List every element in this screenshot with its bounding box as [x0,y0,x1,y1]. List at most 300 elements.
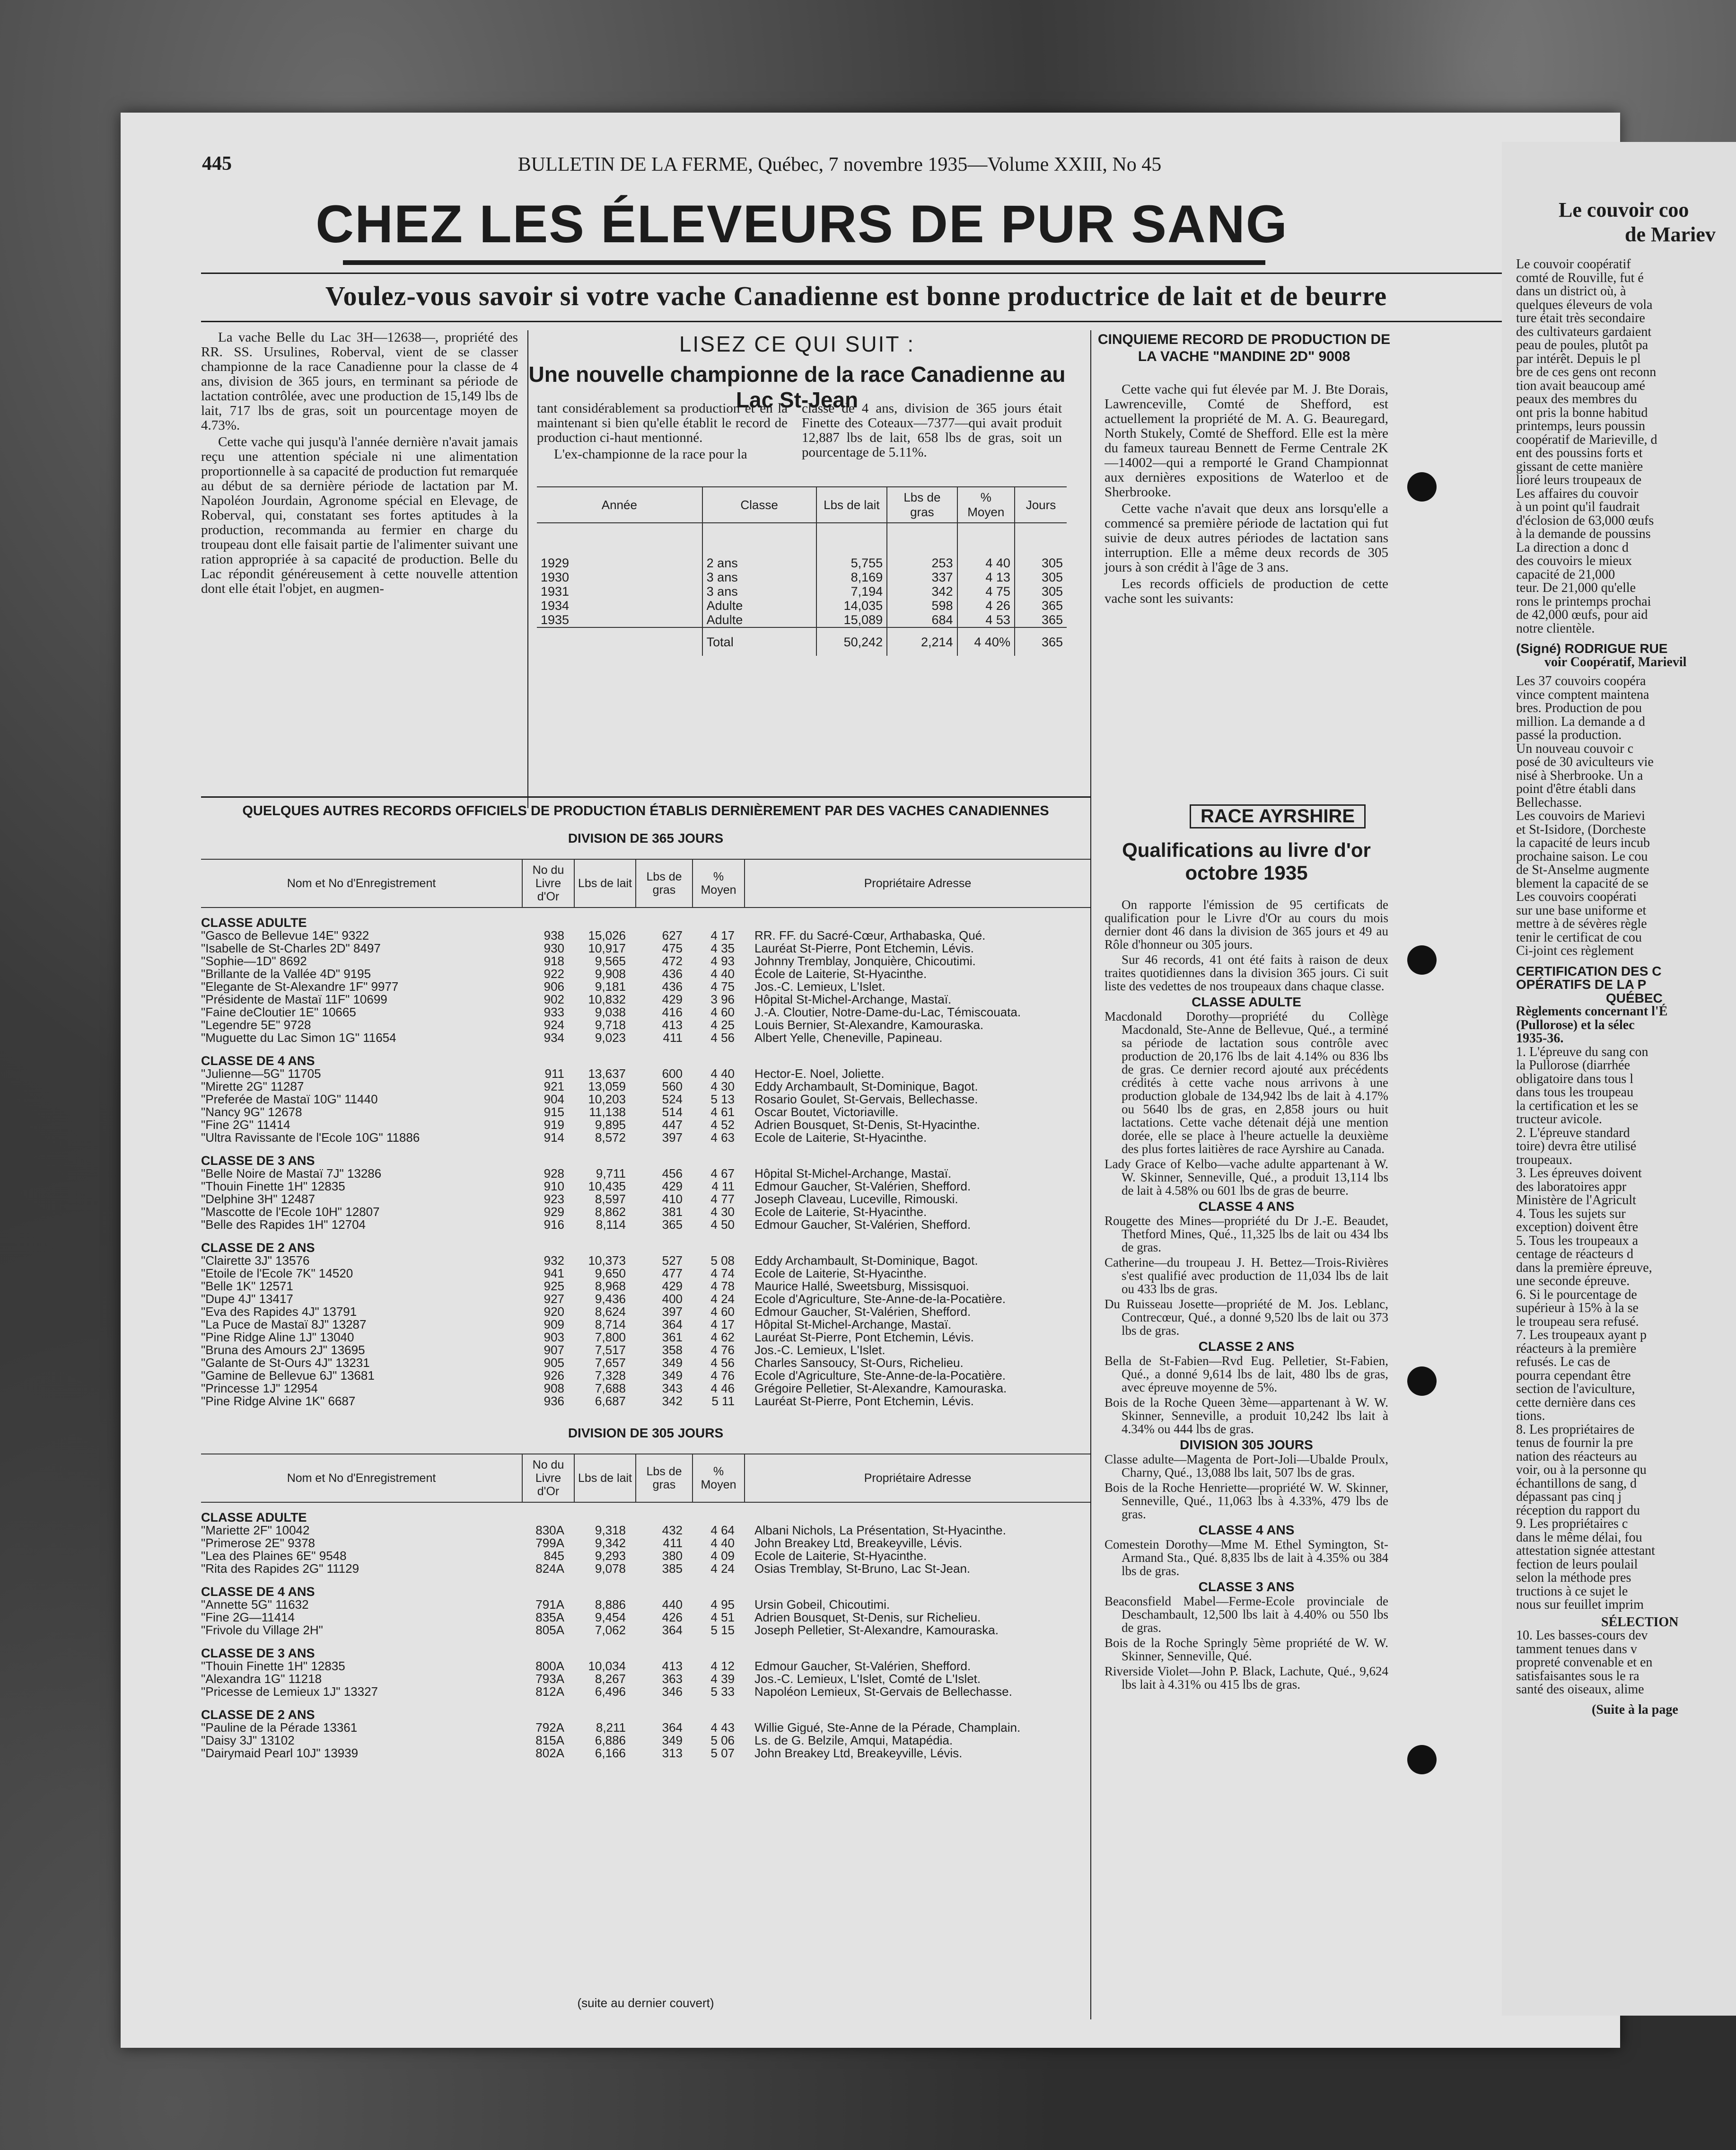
record-cell: 4 95 [710,1598,735,1611]
ayrshire-entry: Catherine—du troupeau J. H. Bettez—Trois-Rivières s'est qualifié avec production de 11,034 lbs de lait ou 433 lbs de gras. [1105,1255,1388,1296]
record-cell: 9,718 [595,1019,626,1031]
record-cell: "Ultra Ravissante de l'Ecole 10G" 11886 [201,1131,420,1144]
record-cell: 313 [662,1747,683,1760]
record-cell: 5 11 [711,1395,735,1408]
subheadline: Voulez-vous savoir si votre vache Canadienne est bonne productrice de lait et de beurre [325,281,1387,311]
record-cell: 8,714 [595,1318,626,1331]
next-line: nation des réacteurs au [1516,1449,1637,1464]
record-cell: 413 [662,1660,683,1673]
table-cell: 8,169 [816,570,887,584]
record-row [201,1006,1090,1019]
binder-hole [1407,472,1437,502]
record-cell: 6,166 [595,1747,626,1760]
table-cell: 342 [887,584,957,599]
paragraph: On rapporte l'émission de 95 certificats de qualification pour le Livre d'Or au cours du mois dernier dont 46 dans la division de 365 jours et 49 au Rôle d'honneur ou 305 jours. [1105,898,1388,952]
table-cell: 365 [1041,613,1063,627]
record-row [201,1293,1090,1305]
table-cell: 337 [887,570,957,584]
next-line: exception) doivent être [1516,1220,1639,1234]
next-line: et St-Isidore, (Dorcheste [1516,822,1646,837]
record-cell: 364 [662,1624,683,1637]
class-heading: CLASSE DE 4 ANS [201,1585,315,1599]
record-cell: 9,650 [595,1267,626,1280]
record-cell: 920 [544,1305,564,1318]
record-cell: 7,688 [595,1382,626,1395]
record-cell: "Julienne—5G" 11705 [201,1067,321,1080]
record-cell: 4 12 [710,1660,735,1673]
record-row [201,1673,1090,1685]
record-cell: Eddy Archambault, St-Dominique, Bagot. [754,1080,978,1093]
table-cell: 4 40% [957,627,1015,656]
next-line: peau de poules, plutôt pa [1516,338,1648,352]
table-cell: 4 53 [957,613,1015,627]
table-cell [702,523,816,556]
record-cell: 385 [662,1562,683,1575]
col-moyen: % Moyen [957,487,1015,523]
record-cell: 916 [544,1218,564,1231]
record-cell: 349 [662,1357,683,1369]
record-cell: 13,059 [588,1080,626,1093]
record-cell: 799A [535,1537,564,1550]
record-cell: 932 [544,1254,564,1267]
class-heading: CLASSE ADULTE [201,1510,307,1524]
record-cell: 918 [544,955,564,968]
record-cell: "Mascotte de l'Ecole 10H" 12807 [201,1206,380,1218]
col-jours: Jours [1026,497,1056,512]
record-cell: "Thouin Finette 1H" 12835 [201,1180,345,1193]
record-cell: 921 [544,1080,564,1093]
table-cell: 1930 [537,570,702,584]
lisez-col1 [537,401,788,464]
record-cell: 4 67 [710,1167,735,1180]
next-line: toire) devra être utilisé [1516,1139,1637,1154]
class-heading: CLASSE DE 2 ANS [201,1241,315,1255]
next-heading: QUÉBEC [1606,990,1663,1005]
record-cell: 835A [535,1611,564,1624]
next-line: par intérêt. Depuis le pl [1516,351,1641,366]
next-heading: Règlements concernant l'É [1516,1004,1668,1019]
record-cell: 9,711 [596,1167,626,1180]
next-line: dépassant pas cinq j [1516,1489,1622,1504]
record-cell: 15,026 [588,929,626,942]
column-header: No du Livre d'Or [523,1454,575,1502]
record-cell: 791A [535,1598,564,1611]
record-cell: Hôpital St-Michel-Archange, Mastaï. [754,993,952,1006]
table-spacer [537,523,1067,556]
record-cell: "Princesse 1J" 12954 [201,1382,318,1395]
paragraph: Cette vache qui fut élevée par M. J. Bte Dorais, Lawrenceville, Comté de Shefford, est actuellement la propriété de M. A. G. Beauregard, North Stukely, Comté de Shefford. Elle est la mère du fameux taureau Bennett de Ferme Centrale 2K—14002—qui a remporté le Grand Championnat aux dernières expositions de Waterloo et de Sherbrooke. [1105,382,1388,500]
record-cell: 475 [662,942,683,955]
headline: CHEZ LES ÉLEVEURS DE PUR SANG [316,194,1288,254]
record-cell: Edmour Gaucher, St-Valérien, Shefford. [754,1180,971,1193]
table-cell [537,523,702,556]
ayrshire-entry: Beaconsfield Mabel—Ferme-Ecole provinciale de Deschambault, 12,500 lbs lait à 4.40% ou 550 lbs de gras. [1105,1594,1388,1635]
record-cell: 4 75 [710,980,735,993]
record-cell: 397 [662,1131,683,1144]
next-line: sur une base uniforme et [1516,903,1647,918]
next-line: obligatoire dans tous l [1516,1071,1634,1086]
record-cell: "Preferée de Mastaï 10G" 11440 [201,1093,378,1106]
next-line: satisfaisantes sous le ra [1516,1668,1640,1683]
record-cell: 426 [662,1611,683,1624]
record-cell: 936 [544,1395,564,1408]
table-cell: 1931 [537,584,702,599]
record-cell: "Alexandra 1G" 11218 [201,1673,322,1685]
record-row [201,1685,1090,1698]
next-line: Les affaires du couvoir [1516,486,1639,501]
next-line: tions. [1516,1409,1545,1423]
page-number: 445 [202,153,232,175]
next-line: une seconde épreuve. [1516,1274,1630,1288]
next-line: printemps, leurs poussin [1516,419,1645,433]
next-line: million. La demande a d [1516,714,1645,729]
next-line: blement la capacité de se [1516,876,1648,891]
lisez-title: Une nouvelle championne de la race Canadienne au Lac St-Jean [528,362,1066,412]
next-line: 6. Si le pourcentage de [1516,1287,1637,1302]
record-row [201,1660,1090,1673]
next-line: Les couvoirs de Marievi [1516,809,1645,823]
next-signature: (Signé) RODRIGUE RUE [1516,641,1668,656]
ayrshire-entry: Comestein Dorothy—Mme M. Ethel Symington, St-Armand Sta., Qué. 8,835 lbs de lait à 4.35% ou 384 lbs de gras. [1105,1537,1388,1578]
next-line: à la demande de poussins [1516,527,1651,541]
record-row [201,1369,1090,1382]
record-cell: 400 [662,1293,683,1305]
record-cell: 9,038 [595,1006,626,1019]
next-line: Ci-joint ces règlement [1516,943,1634,958]
record-cell: "Nancy 9G" 12678 [201,1106,302,1119]
ayrshire-entry: Bois de la Roche Henriette—propriété W. W. Skinner, Senneville, Qué., 11,063 lbs à 4.33%, 479 lbs de gras. [1105,1480,1388,1521]
next-line: dans le même délai, fou [1516,1530,1642,1545]
paragraph: Les records officiels de production de cette vache sont les suivants: [1105,576,1388,606]
record-cell: 4 17 [710,1318,735,1331]
next-line: le troupeau sera refusé. [1516,1314,1639,1329]
next-line: lioré leurs troupeaux de [1516,473,1642,487]
class-heading: CLASSE DE 2 ANS [201,1708,315,1722]
next-line: d'éclosion de 63,000 œufs [1516,513,1654,528]
record-cell: 10,832 [588,993,626,1006]
record-cell: Oscar Boutet, Victoriaville. [754,1106,899,1119]
next-line: tion avait beaucoup amé [1516,378,1645,393]
table-cell: Adulte [702,613,816,627]
record-cell: 4 24 [710,1562,735,1575]
next-line: quelques éleveurs de vola [1516,297,1653,312]
record-row [201,1119,1090,1131]
table-cell: 7,194 [816,584,887,599]
record-cell: 364 [662,1721,683,1734]
record-cell: 4 39 [710,1673,735,1685]
headline-rule [343,260,1265,265]
record-cell: "Legendre 5E" 9728 [201,1019,311,1031]
paragraph: Sur 46 records, 41 ont été faits à raison de deux traites quotidiennes dans la division 365 jours. Ci suit liste des vedettes de nos troupeaux dans chaque classe. [1105,952,1388,993]
record-row [201,1180,1090,1193]
record-cell: 4 63 [710,1131,735,1144]
next-line: tenus de fournir la pre [1516,1436,1633,1450]
next-line: troupeaux. [1516,1152,1572,1167]
record-cell: 363 [662,1673,683,1685]
record-cell: 928 [544,1167,564,1180]
record-cell: "Pricesse de Lemieux 1J" 13327 [201,1685,378,1698]
record-cell: 429 [662,1180,683,1193]
next-continued: (Suite à la page [1592,1702,1678,1717]
record-cell: 429 [662,1280,683,1293]
record-row [201,1747,1090,1760]
record-cell: 824A [535,1562,564,1575]
column-rule [1090,808,1091,2019]
next-line: 5. Tous les troupeaux a [1516,1233,1639,1248]
record-row [201,1067,1090,1080]
division-title: DIVISION DE 365 JOURS [568,831,724,846]
table-cell: 4 26 [957,599,1015,613]
record-cell: Joseph Claveau, Luceville, Rimouski. [754,1193,958,1206]
col-lait: Lbs de lait [816,487,887,523]
record-row [201,1031,1090,1044]
record-cell: 429 [662,993,683,1006]
col-annee: Année [537,487,702,523]
next-line: vince comptent maintena [1516,687,1649,702]
next-line: échantillons de sang, d [1516,1476,1637,1491]
record-row [201,1550,1090,1562]
record-cell: 4 11 [711,1180,735,1193]
record-cell: 925 [544,1280,564,1293]
ayrshire-entry: Lady Grace of Kelbo—vache adulte appartenant à W. W. Skinner, Senneville, Qué., a produit 13,114 lbs de lait à 4.58% ou 601 lbs de gras de beurre. [1105,1157,1388,1198]
record-row [201,1019,1090,1031]
record-row [201,980,1090,993]
class-heading: CLASSE DE 3 ANS [201,1646,315,1660]
record-cell: "Lea des Plaines 6E" 9548 [201,1550,347,1562]
record-cell: 4 64 [710,1524,735,1537]
next-line: de 42,000 œufs, pour aid [1516,608,1648,622]
column-header: Lbs de lait [575,860,636,907]
record-cell: 929 [544,1206,564,1218]
record-cell: 4 76 [710,1369,735,1382]
column-header: Propriétaire Adresse [864,877,972,890]
record-cell: 7,328 [595,1369,626,1382]
next-line: posé de 30 aviculteurs vie [1516,755,1654,769]
record-cell: 627 [662,929,683,942]
binder-hole [1407,1366,1437,1396]
record-cell: "Isabelle de St-Charles 2D" 8497 [201,942,381,955]
table-cell: 305 [1041,556,1063,570]
next-line: la capacité de leurs incub [1516,836,1650,850]
next-line: tructeur avicole. [1516,1112,1602,1127]
sub-rule [201,321,1511,322]
next-line: bres. Production de pou [1516,701,1642,715]
record-cell: 4 46 [710,1382,735,1395]
records-footer: (suite au dernier couvert) [577,1996,714,2010]
next-line: coopératif de Marieville, d [1516,432,1657,447]
record-cell: 5 15 [710,1624,735,1637]
next-line: à un point qu'il faudrait [1516,500,1640,514]
mandine-title: CINQUIEME RECORD DE PRODUCTION DE LA VACHE "MANDINE 2D" 9008 [1097,332,1391,364]
record-row [201,1218,1090,1231]
next-line: des couvoirs le mieux [1516,554,1632,568]
column-rule [1090,330,1091,808]
next-line: mettre à de sévères règle [1516,916,1647,931]
record-cell: Ecole de Laiterie, St-Hyacinthe. [754,1131,927,1144]
record-cell: 8,267 [595,1673,626,1685]
next-line: 7. Les troupeaux ayant p [1516,1328,1647,1342]
ayrshire-entry: Macdonald Dorothy—propriété du Collège Macdonald, Ste-Anne de Bellevue, Qué., a terminé sa période de lactation sous contrôle avec production de 20,176 lbs de lait 4.14% ou 836 lbs de gras. Ce dernier record ajouté aux précédents crédités à cette vache nous arrivons à une production globale de 134,942 lbs de lait à 4.17% ou 5640 lbs de gras, en 2,858 jours ou huit lactations. Cette vache détenait déjà une mention dorée, elle se place à l'heure actuelle la deuxième des plus fortes laitières de race Ayrshire au Canada. [1105,1009,1388,1156]
record-cell: Napoléon Lemieux, St-Gervais de Bellechasse. [754,1685,1012,1698]
table-cell: 15,089 [816,613,887,627]
next-line: selon la méthode pres [1516,1570,1631,1585]
next-line: Ministère de l'Agricult [1516,1193,1636,1207]
next-line: 4. Tous les sujets sur [1516,1206,1626,1221]
record-cell: 472 [662,955,683,968]
next-line: voir, ou à la personne qu [1516,1463,1647,1477]
lisez-col2 [802,401,1062,462]
record-cell: 908 [544,1382,564,1395]
record-cell: 802A [535,1747,564,1760]
record-cell: Ls. de G. Belzile, Amqui, Matapédia. [754,1734,953,1747]
table-cell: 4 40 [957,556,1015,570]
record-cell: J.-A. Cloutier, Notre-Dame-du-Lac, Témiscouata. [754,1006,1021,1019]
table-cell: 365 [1041,634,1063,649]
record-cell: 4 17 [710,929,735,942]
record-cell: "Frivole du Village 2H" [201,1624,323,1637]
record-cell: 793A [535,1673,564,1685]
record-cell: 436 [662,980,683,993]
records-column-headers [201,859,1090,908]
record-row [201,1624,1090,1637]
col-classe: Classe [702,487,816,523]
record-cell: 8,968 [595,1280,626,1293]
next-title-1: Le couvoir coo [1559,198,1689,221]
record-cell: "Brillante de la Vallée 4D" 9195 [201,968,371,980]
record-cell: Ecole d'Agriculture, Ste-Anne-de-la-Pocatière. [754,1369,1006,1382]
record-cell: 815A [535,1734,564,1747]
record-cell: "Fine 2G—11414 [201,1611,295,1624]
next-heading: (Pullorose) et la sélec [1516,1017,1635,1032]
ayrshire-entry: Bois de la Roche Queen 3ème—appartenant à W. W. Skinner, Senneville, a produit 10,242 lbs lait à 4.34% ou 444 lbs de gras. [1105,1395,1388,1436]
binder-hole [1407,1745,1437,1774]
record-cell: 9,454 [595,1611,626,1624]
record-cell: 410 [662,1193,683,1206]
record-row [201,1193,1090,1206]
table-row [537,584,1067,599]
record-cell: "Annette 5G" 11632 [201,1598,309,1611]
record-cell: Johnny Tremblay, Jonquière, Chicoutimi. [754,955,976,968]
record-cell: "Muguette du Lac Simon 1G" 11654 [201,1031,396,1044]
record-cell: 911 [544,1067,564,1080]
record-row [201,1093,1090,1106]
record-cell: 5 06 [710,1734,735,1747]
record-cell: 812A [535,1685,564,1698]
next-line: refusés. Le cas de [1516,1355,1611,1369]
record-cell: 560 [662,1080,683,1093]
next-line: Un nouveau couvoir c [1516,741,1634,756]
record-cell: "Gasco de Bellevue 14E" 9322 [201,929,369,942]
record-row [201,1318,1090,1331]
ayrshire-entry: Bella de St-Fabien—Rvd Eug. Pelletier, St-Fabien, Qué., a donné 9,614 lbs de lait, 480 lbs de gras, avec épreuve moyenne de 5%. [1105,1354,1388,1394]
record-cell: 4 30 [710,1206,735,1218]
table-row [537,556,1067,570]
next-line: ture était très secondaire [1516,311,1645,326]
record-cell: 477 [662,1267,683,1280]
record-cell: 6,687 [595,1395,626,1408]
next-line: Les 37 couvoirs coopéra [1516,674,1646,688]
record-row [201,1382,1090,1395]
class-heading: CLASSE ADULTE [201,916,307,930]
record-cell: "Clairette 3J" 13576 [201,1254,310,1267]
record-cell: 8,211 [596,1721,626,1734]
record-row [201,1267,1090,1280]
record-cell: "Belle Noire de Mastaï 7J" 13286 [201,1167,382,1180]
ayrshire-section-heading: CLASSE ADULTE [1192,995,1301,1009]
record-cell: 447 [662,1119,683,1131]
record-cell: Ecole d'Agriculture, Ste-Anne-de-la-Pocatière. [754,1293,1006,1305]
record-cell: "Mariette 2F" 10042 [201,1524,310,1537]
column-header: No du Livre d'Or [523,860,575,907]
table-cell: 365 [1041,599,1063,613]
record-cell: 4 40 [710,1067,735,1080]
next-line: 3. Les épreuves doivent [1516,1166,1642,1181]
record-cell: Hector-E. Noel, Joliette. [754,1067,885,1080]
record-cell: 8,886 [595,1598,626,1611]
paragraph: tant considérablement sa production et en la maintenant si bien qu'elle établit le record de production ci-haut mentionné. [537,401,788,445]
table-cell [537,627,702,656]
next-line: pourra cependant être [1516,1368,1631,1383]
table-row [537,599,1067,613]
record-cell: 7,517 [595,1344,626,1357]
ayrshire-title: Qualifications au livre d'or octobre 1935 [1122,839,1371,884]
table-cell: 598 [887,599,957,613]
record-cell: "Sophie—1D" 8692 [201,955,307,968]
record-row [201,942,1090,955]
record-cell: 4 77 [710,1193,735,1206]
next-line: supérieur à 15% à la se [1516,1301,1639,1315]
record-cell: 805A [535,1624,564,1637]
record-cell: "Dupe 4J" 13417 [201,1293,293,1305]
record-cell: "Présidente de Mastaï 11F" 10699 [201,993,387,1006]
next-line: Bellechasse. [1516,795,1582,810]
record-cell: Adrien Bousquet, St-Denis, St-Hyacinthe. [754,1119,980,1131]
next-line: 10. Les basses-cours dev [1516,1628,1648,1643]
record-cell: 800A [535,1660,564,1673]
column-header: Nom et No d'Enregistrement [201,1454,523,1502]
record-cell: 5 07 [710,1747,735,1760]
next-line: dans tous les troupeau [1516,1085,1634,1100]
column-header: % Moyen [693,860,745,907]
records-column-headers [201,1454,1090,1503]
record-cell: 7,657 [595,1357,626,1369]
next-line: dans un district où, à [1516,284,1626,299]
record-cell: Charles Sansoucy, St-Ours, Richelieu. [754,1357,964,1369]
ayrshire-section-heading: CLASSE 4 ANS [1198,1523,1295,1537]
record-cell: 7,800 [595,1331,626,1344]
record-cell: "Rita des Rapides 2G" 11129 [201,1562,359,1575]
record-cell: 10,435 [588,1180,626,1193]
record-row [201,955,1090,968]
record-cell: Joseph Pelletier, St-Alexandre, Kamouraska. [754,1624,999,1637]
record-cell: Jos.-C. Lemieux, L'Islet. [754,1344,886,1357]
record-cell: Lauréat St-Pierre, Pont Etchemin, Lévis. [754,942,974,955]
column-header: Propriétaire Adresse [864,1472,972,1485]
record-cell: Hôpital St-Michel-Archange, Mastaï. [754,1318,952,1331]
record-cell: "Primerose 2E" 9378 [201,1537,316,1550]
record-cell: 5 08 [710,1254,735,1267]
next-line: comté de Rouville, fut é [1516,270,1644,285]
record-cell: 9,436 [595,1293,626,1305]
record-row [201,968,1090,980]
record-cell: 8,624 [595,1305,626,1318]
table-cell [887,523,957,556]
paragraph: L'ex-championne de la race pour la [554,447,747,462]
record-cell: 4 35 [710,942,735,955]
ayrshire-entry: Classe adulte—Magenta de Port-Joli—Ubalde Proulx, Charny, Qué., 13,088 lbs lait, 507 lbs de gras. [1105,1452,1388,1480]
record-cell: 10,917 [588,942,626,955]
record-cell: 9,293 [595,1550,626,1562]
